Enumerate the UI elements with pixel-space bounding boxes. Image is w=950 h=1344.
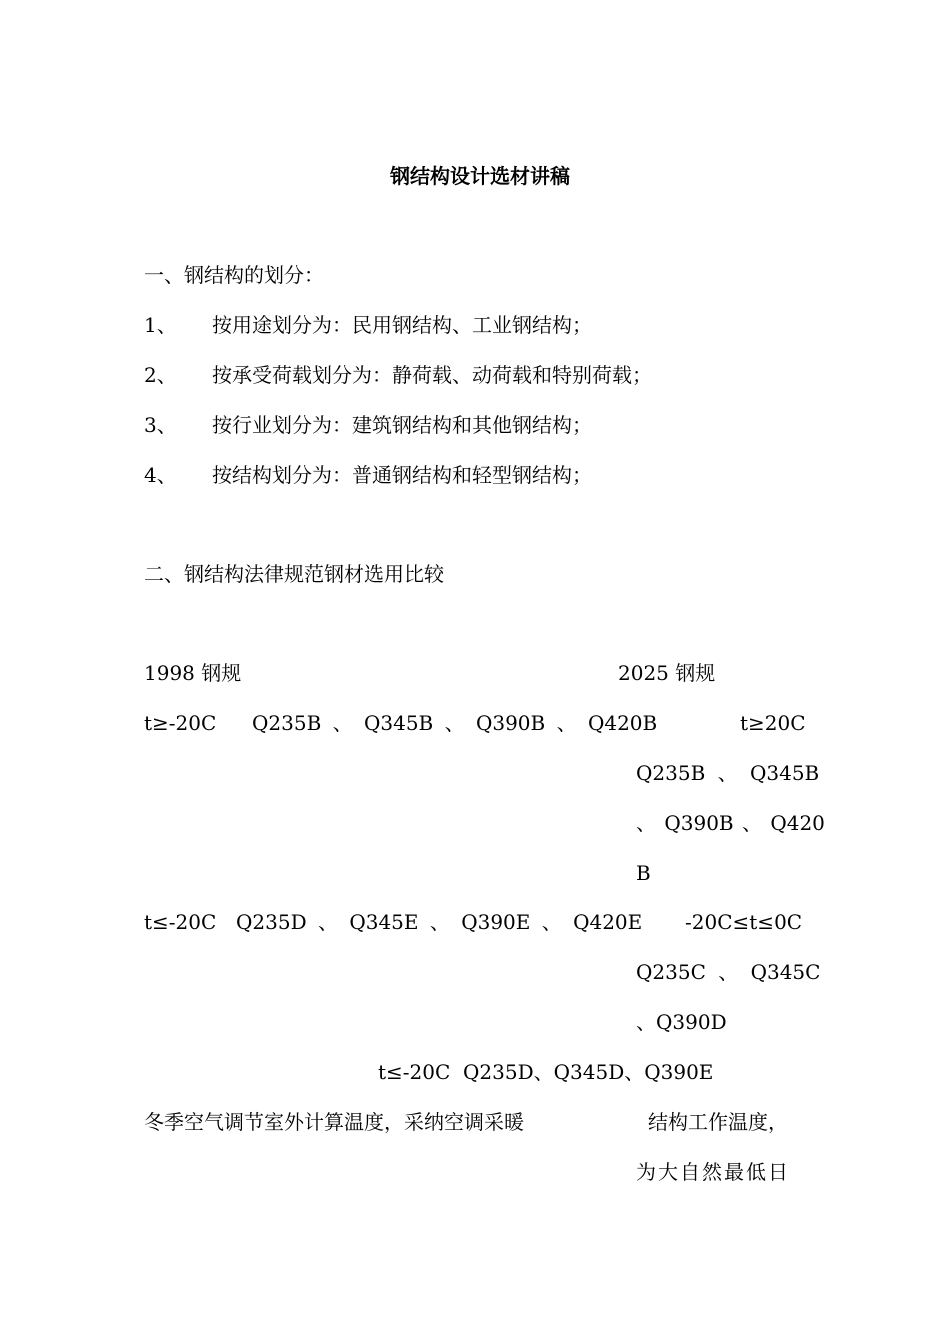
list-item-3-number: 3、	[144, 413, 177, 437]
row1-right-line-1: Q235B 、 Q345B	[636, 761, 820, 785]
row2-right-line-2: 、Q390D	[636, 1010, 727, 1034]
row4-right-line-1: 结构工作温度，	[648, 1110, 788, 1134]
row4-right-line-2: 为大自然最低日	[636, 1160, 790, 1184]
row1-right-line-3: B	[636, 861, 651, 885]
row2-right-condition: -20C≤t≤0C	[685, 910, 803, 934]
list-item-2-text: 按承受荷载划分为：静荷载、动荷载和特别荷载；	[212, 363, 652, 387]
list-item-4-text: 按结构划分为：普通钢结构和轻型钢结构；	[212, 463, 592, 487]
row3-text: t≤-20C Q235D、Q345D、Q390E	[378, 1060, 714, 1084]
list-item-1-text: 按用途划分为：民用钢结构、工业钢结构；	[212, 313, 592, 337]
section-1-heading: 一、钢结构的划分：	[144, 263, 324, 287]
row1-left-condition: t≥-20C	[144, 711, 217, 735]
row2-left-grades: Q235D 、 Q345E 、 Q390E 、 Q420E	[236, 910, 643, 934]
list-item-3-text: 按行业划分为：建筑钢结构和其他钢结构；	[212, 413, 592, 437]
list-item-2-number: 2、	[144, 363, 177, 387]
column-header-2025: 2025 钢规	[618, 661, 716, 685]
list-item-4-number: 4、	[144, 463, 177, 487]
row2-right-line-1: Q235C 、 Q345C	[636, 960, 821, 984]
row1-right-condition: t≥20C	[740, 711, 806, 735]
row2-left-condition: t≤-20C	[144, 910, 217, 934]
column-header-1998: 1998 钢规	[144, 661, 242, 685]
document-title: 钢结构设计选材讲稿	[390, 164, 570, 188]
section-2-heading: 二、钢结构法律规范钢材选用比较	[144, 562, 444, 586]
list-item-1-number: 1、	[144, 313, 177, 337]
row1-right-line-2: 、 Q390B 、 Q420	[636, 811, 825, 835]
row1-left-grades: Q235B 、 Q345B 、 Q390B 、 Q420B	[252, 711, 658, 735]
row4-left-text: 冬季空气调节室外计算温度，采纳空调采暖	[144, 1110, 524, 1134]
